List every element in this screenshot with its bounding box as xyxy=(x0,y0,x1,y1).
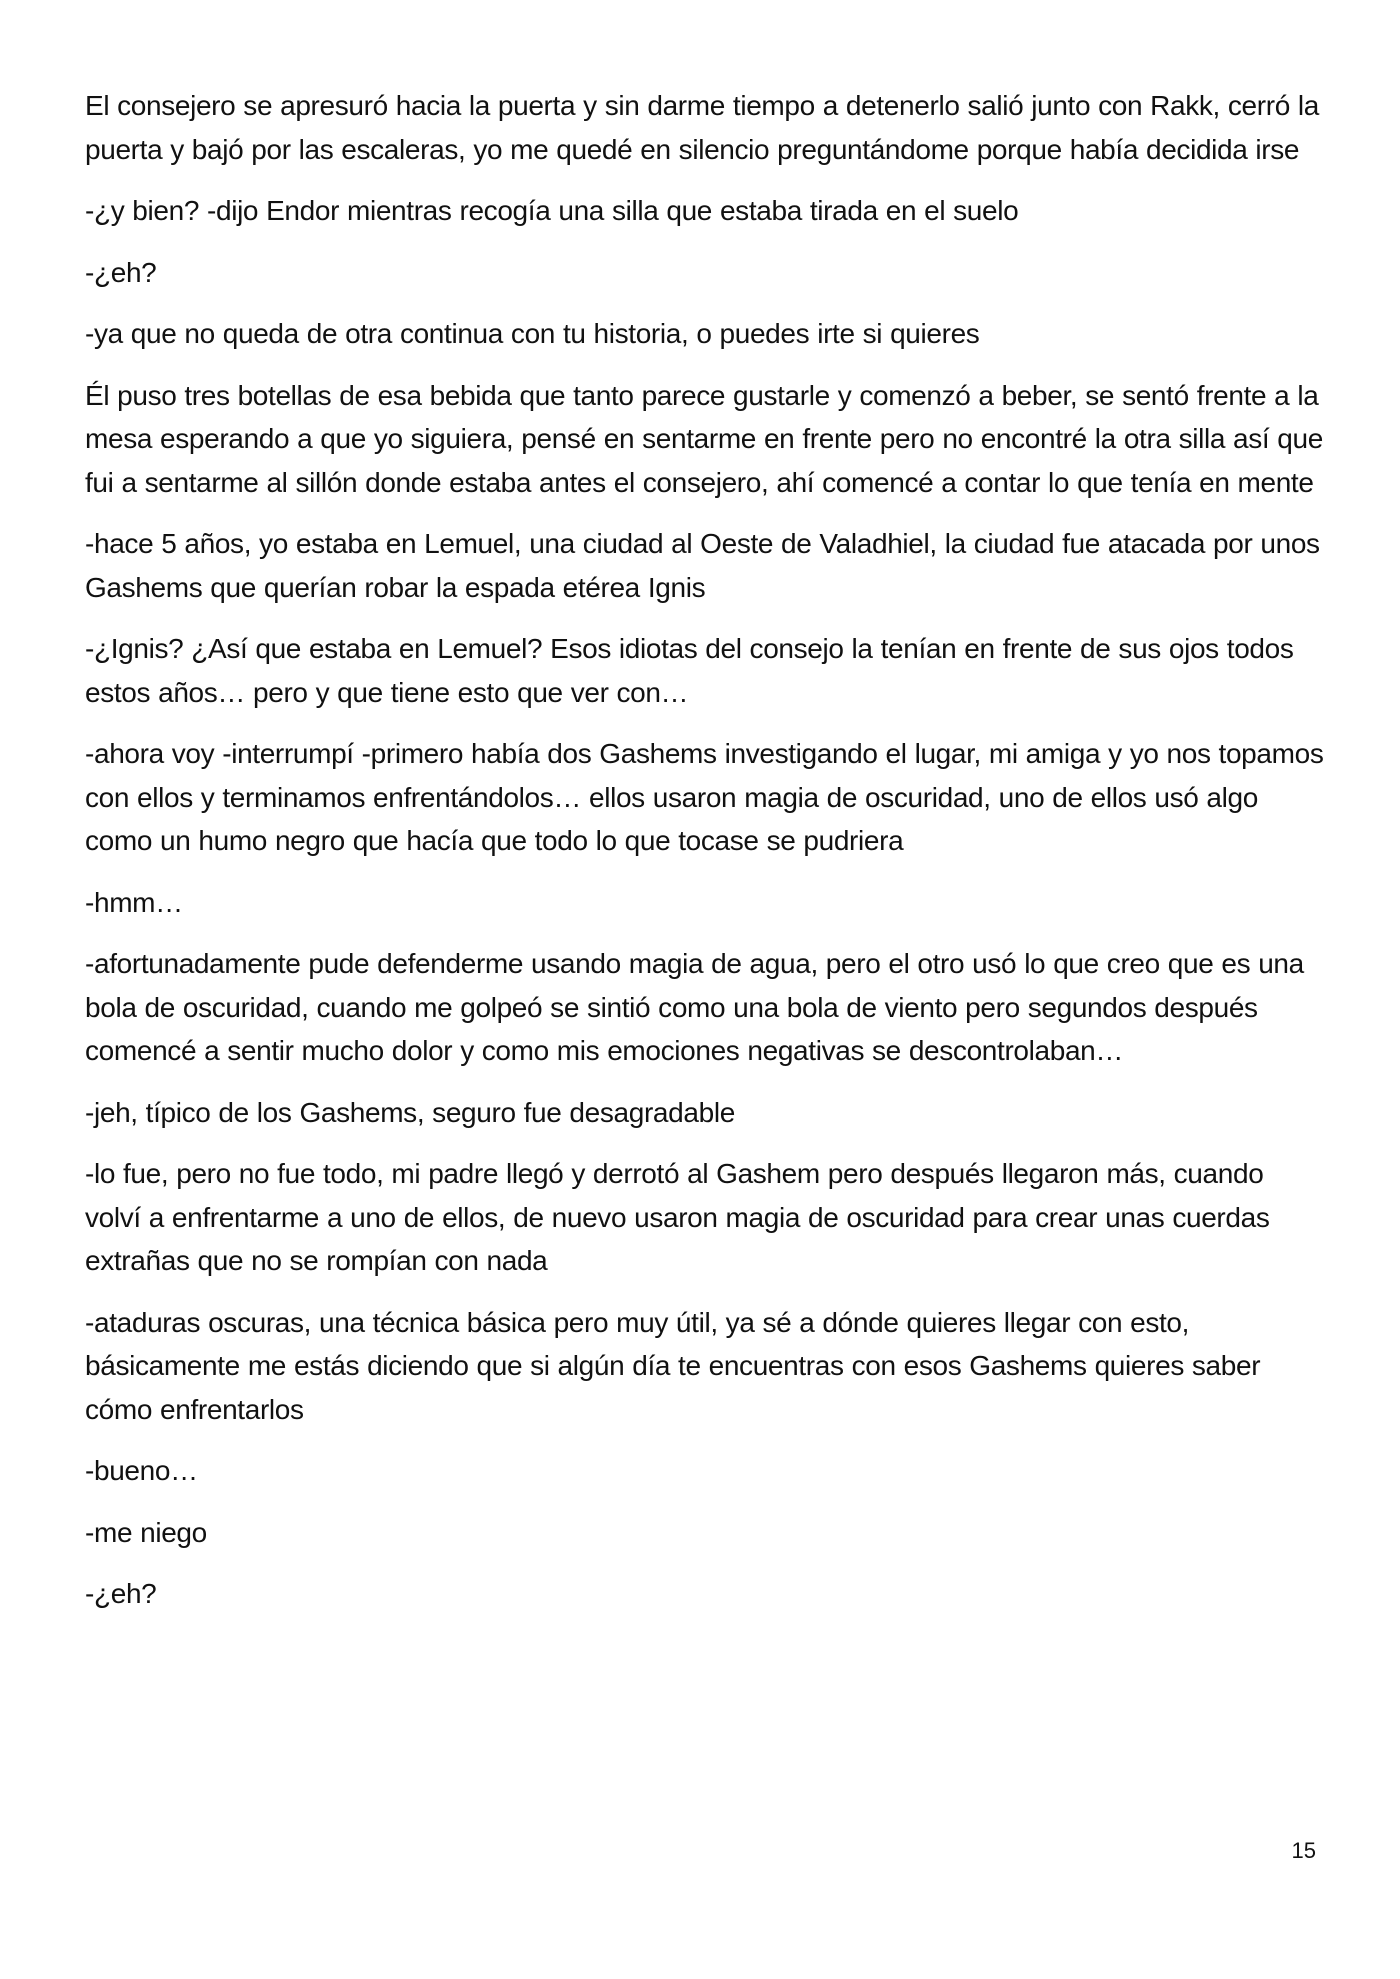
paragraph: -¿Ignis? ¿Así que estaba en Lemuel? Esos idiotas del consejo la tenían en frente de sus ojos todos estos años… pero y que tiene esto que ver con… xyxy=(85,633,1294,708)
paragraph: -¿eh? xyxy=(85,256,157,288)
paragraph: -¿y bien? -dijo Endor mientras recogía una silla que estaba tirada en el suelo xyxy=(85,195,1019,226)
paragraph: Él puso tres botellas de esa bebida que tanto parece gustarle y comenzó a beber, se sentó frente a la mesa esperando a que yo siguiera, pensé en sentarme en frente pero no encontré la otra silla así que fui a sentarme al sillón donde estaba antes el consejero, ahí comencé a contar lo que tenía en mente xyxy=(85,379,1323,498)
paragraph: -ya que no queda de otra continua con tu historia, o puedes irte si quieres xyxy=(85,318,980,349)
paragraph: -hmm… xyxy=(85,886,183,918)
paragraph: -ahora voy -interrumpí -primero había dos Gashems investigando el lugar, mi amiga y yo nos topamos con ellos y terminamos enfrentándolos… ellos usaron magia de oscuridad, uno de ellos usó algo como un humo negro que hacía que todo lo que tocase se pudriera xyxy=(85,738,1324,856)
paragraph: -hace 5 años, yo estaba en Lemuel, una ciudad al Oeste de Valadhiel, la ciudad fue atacada por unos Gashems que querían robar la espada etérea Ignis xyxy=(85,528,1320,603)
paragraph: -bueno… xyxy=(85,1455,198,1486)
paragraph: -¿eh? xyxy=(85,1578,157,1609)
paragraph: -me niego xyxy=(85,1516,207,1548)
paragraph: -lo fue, pero no fue todo, mi padre llegó y derrotó al Gashem pero después llegaron más, cuando volví a enfrentarme a uno de ellos, de nuevo usaron magia de oscuridad para crear unas cuerdas extrañas que no se rompían con nada xyxy=(85,1158,1270,1276)
paragraph: -ataduras oscuras, una técnica básica pero muy útil, ya sé a dónde quieres llegar con esto, básicamente me estás diciendo que si algún día te encuentras con esos Gashems quieres saber cómo enfrentarlos xyxy=(85,1306,1261,1425)
page-body xyxy=(85,84,1325,1634)
paragraph: -afortunadamente pude defenderme usando magia de agua, pero el otro usó lo que creo que es una bola de oscuridad, cuando me golpeó se sintió como una bola de viento pero segundos después comencé a sentir mucho dolor y como mis emociones negativas se descontrolaban… xyxy=(85,948,1304,1066)
paragraph: El consejero se apresuró hacia la puerta y sin darme tiempo a detenerlo salió junto con Rakk, cerró la puerta y bajó por las escaleras, yo me quedé en silencio preguntándome porque había decidida irse xyxy=(85,90,1319,165)
page-number: 15 xyxy=(1291,1838,1316,1863)
paragraph: -jeh, típico de los Gashems, seguro fue desagradable xyxy=(85,1096,735,1128)
